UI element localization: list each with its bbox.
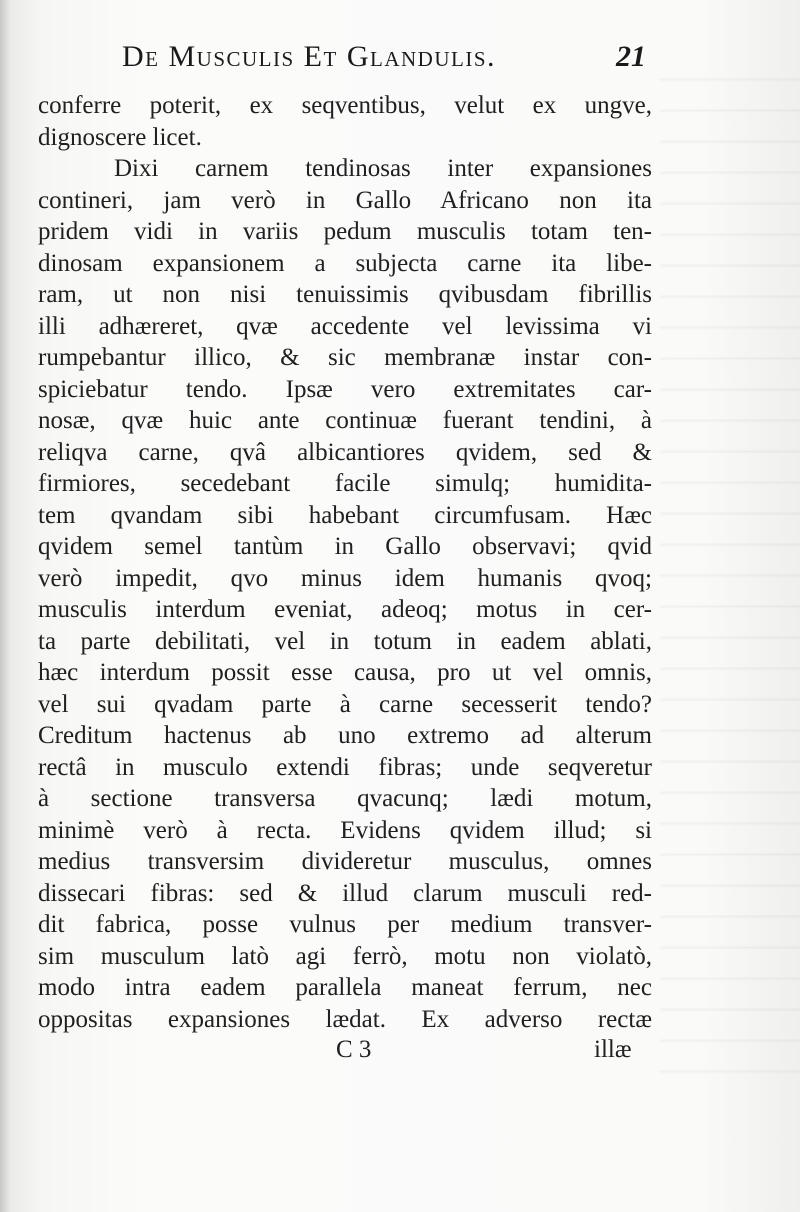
text-line: rectâ in musculo extendi fibras; unde seqveretur <box>38 753 652 781</box>
text-line: contineri, jam verò in Gallo Africano non ita <box>38 186 652 214</box>
text-line: dinosam expansionem a subjecta carne ita libe- <box>38 249 652 277</box>
text-line: dissecari fibras: sed & illud clarum musculi red- <box>38 879 652 907</box>
page-number: 21 <box>616 40 646 73</box>
text-line: à sectione transversa qvacunq; lædi motum, <box>38 785 652 812</box>
text-line: oppositas expansiones lædat. Ex adverso rectæ <box>38 1005 652 1033</box>
text-line: vel sui qvadam parte à carne secesserit tendo? <box>38 690 652 718</box>
text-line: sim musculum latò agi ferrò, motu non violatò, <box>38 942 652 970</box>
text-line: reliqva carne, qvâ albicantiores qvidem, sed & <box>38 438 652 466</box>
running-head <box>0 36 800 82</box>
signature-mark: C 3 <box>336 1036 372 1063</box>
text-line: hæc interdum possit esse causa, pro ut vel omnis, <box>38 659 652 686</box>
text-line: pridem vidi in variis pedum musculis totam ten- <box>38 218 652 245</box>
text-line: spiciebatur tendo. Ipsæ vero extremitates car- <box>38 375 652 403</box>
text-line: Creditum hactenus ab uno extremo ad alterum <box>38 722 652 749</box>
text-line: ta parte debilitati, vel in totum in eadem ablati, <box>38 627 652 655</box>
gutter-shadow <box>0 0 10 1212</box>
text-line: qvidem semel tantùm in Gallo observavi; qvid <box>38 533 652 560</box>
text-line: illi adhæreret, qvæ accedente vel levissima vi <box>38 312 652 340</box>
text-line: ram, ut non nisi tenuissimis qvibusdam fibrillis <box>38 281 652 308</box>
text-line: rumpebantur illico, & sic membranæ instar con- <box>38 344 652 371</box>
text-line: modo intra eadem parallela maneat ferrum, nec <box>38 974 652 1001</box>
catchword: illæ <box>594 1036 632 1063</box>
text-line: Dixi carnem tendinosas inter expansiones <box>114 155 652 182</box>
text-line: verò impedit, qvo minus idem humanis qvoq; <box>38 564 652 592</box>
text-line: medius transversim divideretur musculus, omnes <box>38 848 652 875</box>
text-line: conferre poterit, ex seqventibus, velut ex ungve, <box>38 92 652 119</box>
text-line: firmiores, secedebant facile simulq; humidita- <box>38 470 652 497</box>
text-line: nosæ, qvæ huic ante continuæ fuerant tendini, à <box>38 407 652 434</box>
text-line: tem qvandam sibi habebant circumfusam. Hæc <box>38 501 652 529</box>
body-text <box>38 90 652 1035</box>
show-through-bleed <box>660 60 800 1080</box>
text-line: dignoscere licet. <box>38 123 202 151</box>
text-line: dit fabrica, posse vulnus per medium transver- <box>38 911 652 938</box>
text-line: minimè verò à recta. Evidens qvidem illud; si <box>38 816 652 844</box>
running-title: De Musculis Et Glandulis. <box>122 40 496 73</box>
text-line: musculis interdum eveniat, adeoq; motus in cer- <box>38 596 652 623</box>
